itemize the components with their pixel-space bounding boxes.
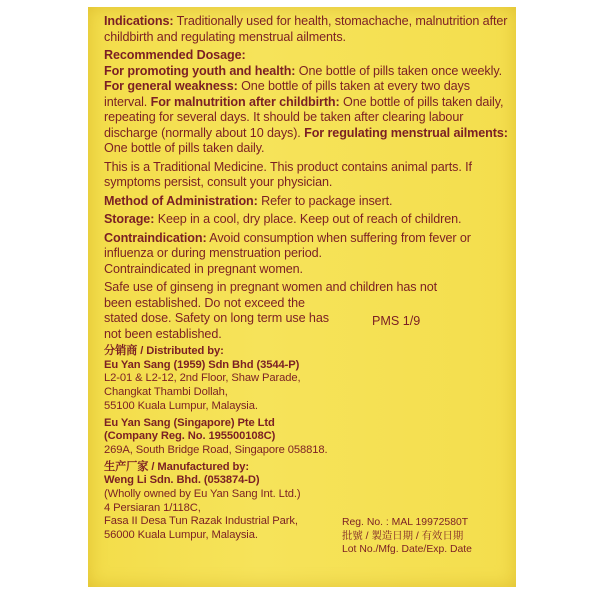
- dosage-menstrual-text: One bottle of pills taken daily.: [104, 141, 265, 155]
- safety-paragraph: [104, 280, 509, 342]
- manufacturer-company: Weng Li Sdn. Bhd. (053874-D): [104, 474, 260, 487]
- indications-label: Indications:: [104, 14, 174, 28]
- registration-block: [342, 516, 472, 557]
- distributor-address-2: Changkat Thambi Dollah,: [104, 386, 228, 399]
- registration-chinese-dates: 批號 / 製造日期 / 有效日期: [342, 530, 464, 542]
- distributed-label: 分销商 / Distributed by:: [104, 345, 224, 357]
- distributor-address-1: L2-01 & L2-12, 2nd Floor, Shaw Parade,: [104, 372, 301, 385]
- contraindication-text: Avoid consumption when suffering from fever or influenza or during menstruation period.: [104, 230, 471, 260]
- dosage-menstrual-label: For regulating menstrual ailments:: [304, 125, 508, 140]
- singapore-section: [104, 417, 509, 458]
- singapore-reg: (Company Reg. No. 195500108C): [104, 430, 276, 443]
- administration-text: Refer to package insert.: [261, 193, 393, 208]
- manufacturer-owned: (Wholly owned by Eu Yan Sang Int. Ltd.): [104, 488, 301, 501]
- manufacturer-address-2: Fasa II Desa Tun Razak Industrial Park,: [104, 515, 298, 528]
- indications-paragraph: [104, 14, 509, 45]
- manufacturer-address-1: 4 Persiaran 1/118C,: [104, 501, 201, 514]
- dosage-youth-text: One bottle of pills taken once weekly.: [298, 63, 502, 78]
- pms-color-code: PMS 1/9: [372, 314, 421, 328]
- indications-text: Traditionally used for health, stomachache, malnutrition after childbirth and regulating menstrual ailments.: [104, 14, 508, 44]
- safety-line-1: Safe use of ginseng in pregnant women and children has not: [104, 280, 438, 294]
- dosage-weakness-text: One bottle of pills taken at every two days interval.: [104, 79, 470, 109]
- distributor-company: Eu Yan Sang (1959) Sdn Bhd (3544-P): [104, 358, 300, 371]
- registration-number: Reg. No. : MAL 19972580T: [342, 517, 469, 528]
- storage-label: Storage:: [104, 212, 155, 226]
- administration-paragraph: [104, 194, 509, 210]
- safety-line-2: been established. Do not exceed the: [104, 295, 305, 310]
- storage-text: Keep in a cool, dry place. Keep out of reach of children.: [157, 212, 462, 226]
- distributor-section: [104, 345, 509, 414]
- company-block: [104, 345, 509, 543]
- storage-paragraph: [104, 212, 509, 228]
- dosage-childbirth-label: For malnutrition after childbirth:: [150, 94, 340, 109]
- singapore-address: 269A, South Bridge Road, Singapore 058818.: [104, 443, 328, 456]
- dosage-youth-label: For promoting youth and health:: [104, 63, 296, 78]
- package-text: [104, 14, 509, 546]
- dosage-weakness-label: For general weakness:: [104, 79, 238, 93]
- safety-line-3: stated dose. Safety on long term use has: [104, 311, 329, 325]
- dosage-paragraph: [104, 48, 509, 157]
- traditional-note: This is a Traditional Medicine. This product contains animal parts. If symptoms persist, consult your physician.: [104, 159, 472, 189]
- singapore-company: Eu Yan Sang (Singapore) Pte Ltd: [104, 416, 275, 429]
- manufacturer-address-3: 56000 Kuala Lumpur, Malaysia.: [104, 529, 258, 542]
- distributor-address-3: 55100 Kuala Lumpur, Malaysia.: [104, 399, 258, 412]
- contraindication-label: Contraindication:: [104, 230, 207, 245]
- registration-lot-dates: Lot No./Mfg. Date/Exp. Date: [342, 544, 472, 556]
- dosage-heading: Recommended Dosage:: [104, 48, 246, 62]
- contraindication-paragraph: [104, 231, 509, 278]
- safety-line-4: not been established.: [104, 326, 222, 341]
- manufactured-label: 生产厂家 / Manufactured by:: [104, 460, 250, 473]
- contraindication-pregnant: Contraindicated in pregnant women.: [104, 261, 303, 276]
- administration-label: Method of Administration:: [104, 193, 258, 208]
- dosage-childbirth-text: One bottle of pills taken daily, repeating for several days. It should be taken after clearing labour discharge (normally about 10 days).: [104, 94, 504, 140]
